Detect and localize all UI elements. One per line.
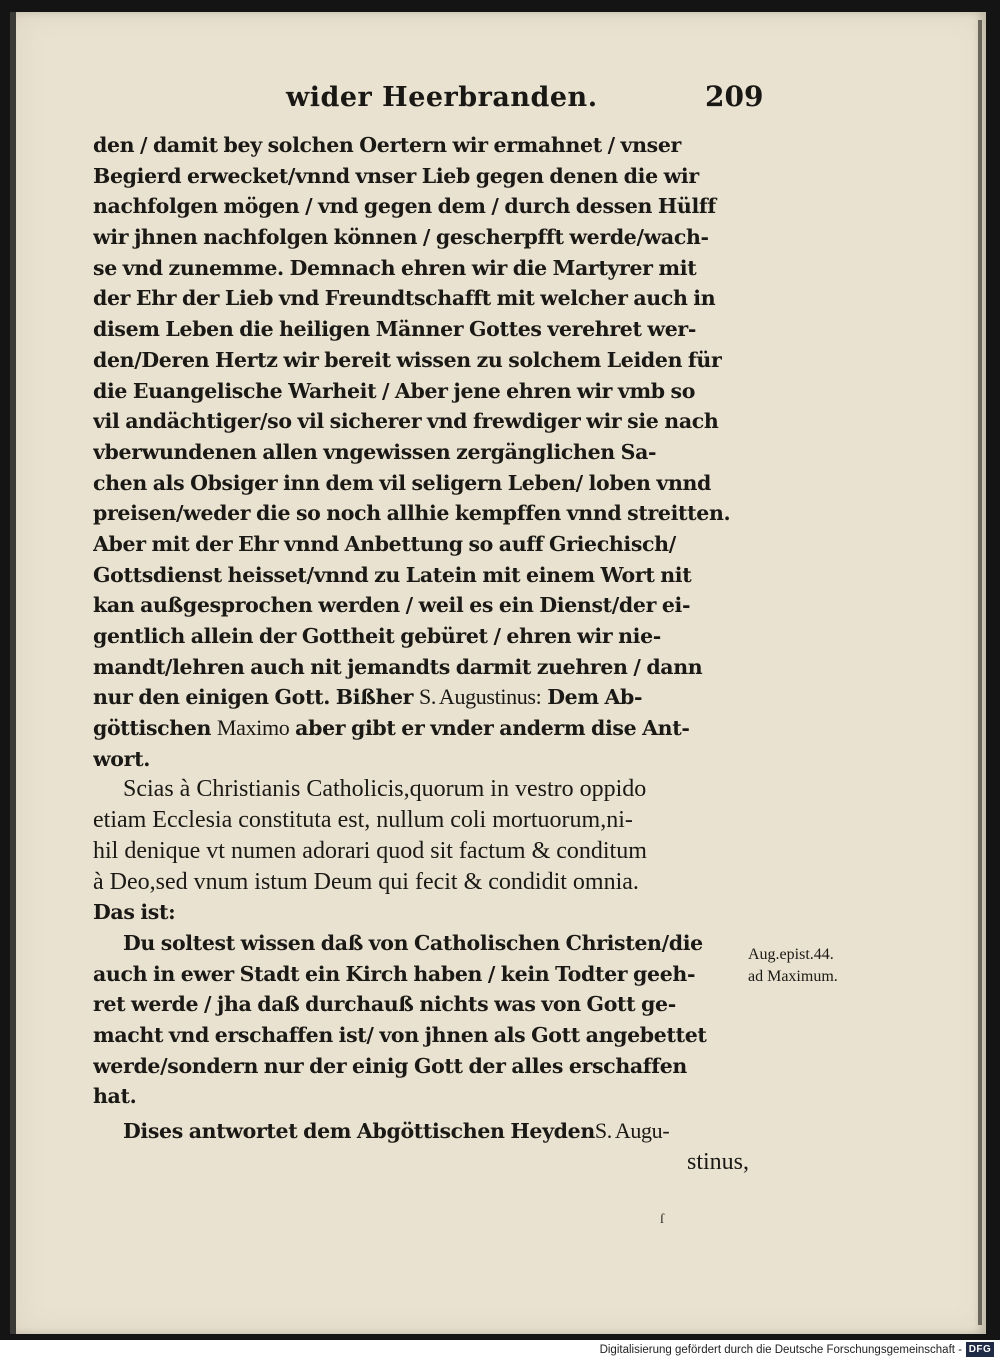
latin-name: S. Augu- xyxy=(594,1118,670,1143)
text-fragment: nur den einigen Gott. Bißher xyxy=(93,685,419,710)
marginal-note xyxy=(748,944,888,988)
text-fragment: aber gibt er vnder anderm dise Ant- xyxy=(289,716,690,741)
text-line: vil andächtiger/so vil sicherer vnd frewdiger wir sie nach xyxy=(93,409,719,434)
text-line: vberwundenen allen vngewissen zergänglichen Sa- xyxy=(93,439,657,464)
closing-last-line: stinus, xyxy=(686,1148,749,1175)
latin-quote-line: hil denique vt numen adorari quod sit factum & conditum xyxy=(93,837,647,864)
text-line: Gottsdienst heisset/vnnd zu Latein mit einem Wort nit xyxy=(93,562,692,587)
text-line: der Ehr der Lieb vnd Freundtschafft mit welcher auch in xyxy=(93,286,716,311)
text-fragment: göttischen xyxy=(93,716,217,741)
text-line: die Euangelische Warheit / Aber jene ehren wir vmb so xyxy=(93,378,696,403)
dfg-logo-icon: DFG xyxy=(966,1342,994,1357)
das-ist-label: Das ist: xyxy=(93,900,176,925)
text-fragment: Dises antwortet dem Abgöttischen Heyden xyxy=(123,1119,595,1143)
text-line-maximo xyxy=(93,713,763,744)
latin-quote-line: à Deo,sed vnum istum Deum qui fecit & condidit omnia. xyxy=(93,868,639,895)
translation-line: werde/sondern nur der einig Gott der alles erschaffen xyxy=(93,1053,687,1078)
text-line-augustinus xyxy=(93,682,763,713)
text-line: nachfolgen mögen / vnd gegen dem / durch dessen Hülff xyxy=(93,194,716,219)
translation-line: macht vnd erschaffen ist/ von jhnen als Gott angebettet xyxy=(93,1022,707,1047)
text-line: preisen/weder die so noch allhie kempffen vnnd streitten. xyxy=(93,501,731,526)
page-number: 209 xyxy=(705,80,764,113)
translation-line: ret werde / jha daß durchauß nichts was von Gott ge- xyxy=(93,992,676,1017)
latin-name: S. Augustinus: xyxy=(418,684,542,710)
text-line: mandt/lehren auch nit jemandts darmit zuehren / dann xyxy=(93,654,703,679)
text-fragment: Dem Ab- xyxy=(541,685,643,710)
text-line: kan außgesprochen werden / weil es ein Dienst/der ei- xyxy=(93,593,691,618)
text-line: den / damit bey solchen Oertern wir ermahnet / vnser xyxy=(93,133,681,157)
text-line: chen als Obsiger inn dem vil seligern Leben/ loben vnnd xyxy=(93,470,712,495)
closing-line xyxy=(93,1116,763,1147)
latin-quote-line: etiam Ecclesia constituta est, nullum coli mortuorum,ni- xyxy=(93,807,633,834)
text-line: Aber mit der Ehr vnnd Anbettung so auff Griechisch/ xyxy=(93,531,676,556)
text-line: Begierd erwecket/vnnd vnser Lieb gegen denen die wir xyxy=(93,163,699,188)
signature-mark: ſ xyxy=(660,1212,664,1227)
text-line: se vnd zunemme. Demnach ehren wir die Martyrer mit xyxy=(93,255,697,280)
latin-quote-line: Scias à Christianis Catholicis,quorum in vestro oppido xyxy=(123,776,647,803)
text-line: disem Leben die heiligen Männer Gottes verehret wer- xyxy=(93,317,696,342)
translation-line: auch in ewer Stadt ein Kirch haben / kein Todter geeh- xyxy=(93,961,696,986)
running-head: wider Heerbranden. xyxy=(286,82,598,113)
main-text-block xyxy=(93,130,763,1177)
translation-line: Du soltest wissen daß von Catholischen Christen/die xyxy=(123,930,703,955)
translation-line: hat. xyxy=(93,1084,137,1109)
latin-name: Maximo xyxy=(216,715,290,741)
text-line: wir jhnen nachfolgen können / gescherpfft werde/wach- xyxy=(93,225,709,250)
text-line: gentlich allein der Gottheit gebüret / ehren wir nie- xyxy=(93,624,661,648)
marginal-note-line: ad Maximum. xyxy=(748,968,838,985)
page-edge xyxy=(978,20,982,1325)
text-line: wort. xyxy=(93,746,150,771)
text-line: den/Deren Hertz wir bereit wissen zu solchem Leiden für xyxy=(93,347,722,372)
footer-credit: Digitalisierung gefördert durch die Deutsche Forschungsgemeinschaft - xyxy=(599,1344,962,1356)
marginal-note-line: Aug.epist.44. xyxy=(748,946,834,963)
